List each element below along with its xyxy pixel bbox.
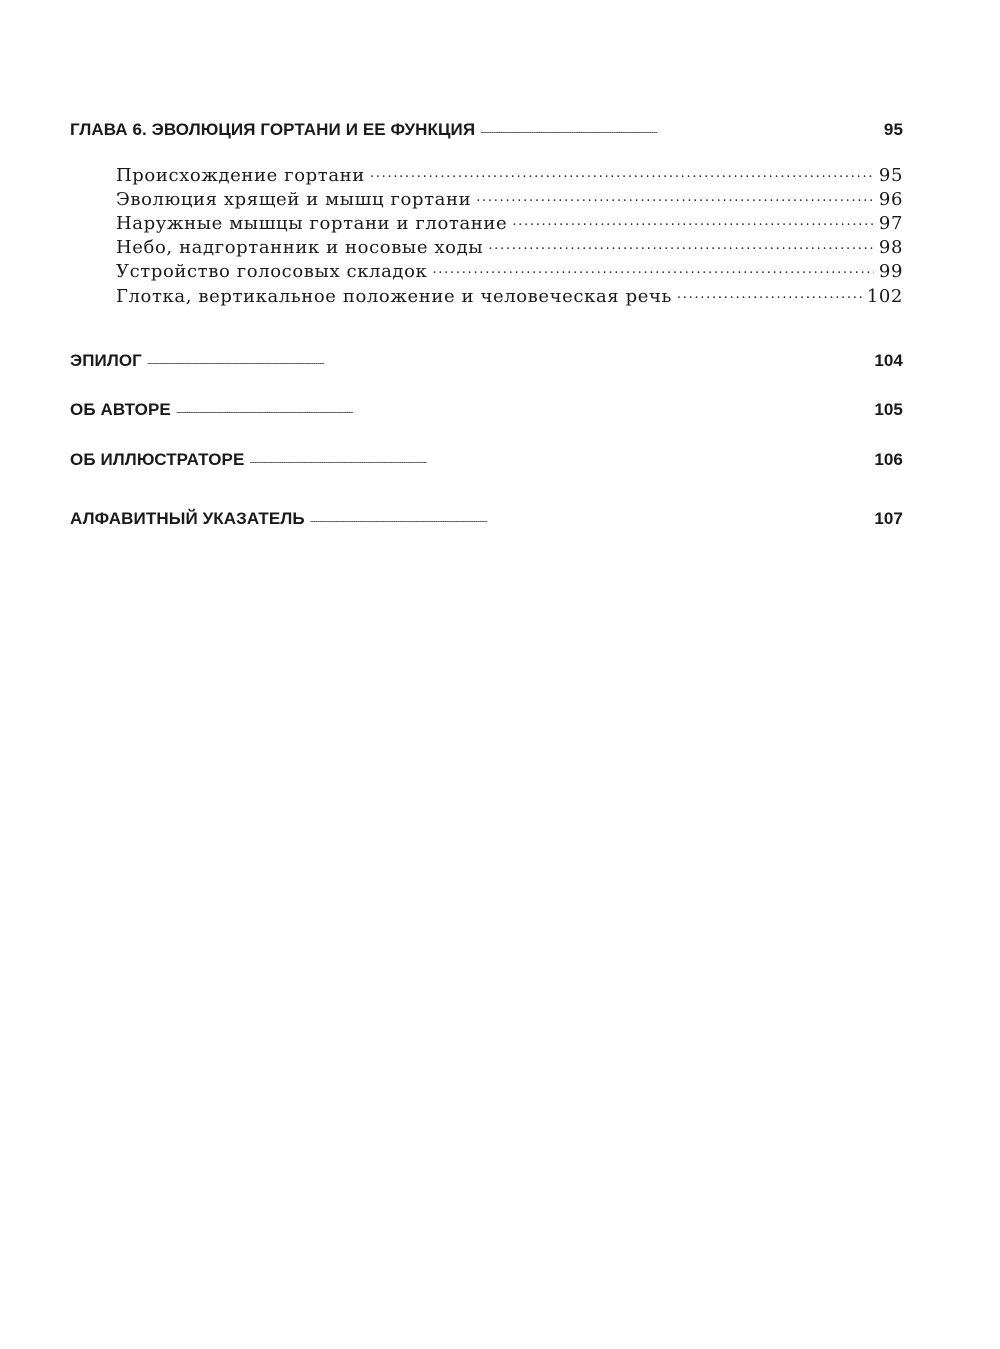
toc-entry-about-author[interactable] bbox=[70, 398, 903, 420]
toc-entry-title: АЛФАВИТНЫЙ УКАЗАТЕЛЬ bbox=[70, 509, 305, 528]
toc-entry-title: Эволюция хрящей и мышц гортани bbox=[116, 189, 472, 210]
toc-entry-page: 105 bbox=[874, 400, 903, 419]
toc-subentry[interactable] bbox=[116, 235, 903, 258]
toc-entry-about-illustrator[interactable] bbox=[70, 448, 903, 470]
toc-subentry[interactable] bbox=[116, 187, 903, 210]
toc-entry-title: Небо, надгортанник и носовые ходы bbox=[116, 237, 484, 258]
dot-leader bbox=[310, 507, 870, 524]
toc-entry-page: 96 bbox=[878, 189, 903, 210]
toc-entry-page: 95 bbox=[883, 120, 903, 139]
toc-entry-page: 102 bbox=[866, 286, 903, 307]
toc-entry-index[interactable] bbox=[70, 507, 903, 529]
toc-subentry[interactable] bbox=[116, 163, 903, 186]
dot-leader bbox=[176, 398, 869, 415]
dot-leader bbox=[512, 211, 874, 229]
toc-subentry[interactable] bbox=[116, 284, 903, 307]
toc-entry-page: 99 bbox=[878, 261, 903, 282]
toc-entry-title: Глотка, вертикальное положение и человеческая речь bbox=[116, 286, 672, 307]
dot-leader bbox=[370, 163, 874, 181]
toc-entry-title: Наружные мышцы гортани и глотание bbox=[116, 213, 508, 234]
dot-leader bbox=[249, 448, 869, 465]
toc-entry-page: 107 bbox=[874, 509, 903, 528]
toc-entry-page: 104 bbox=[874, 351, 903, 370]
dot-leader bbox=[480, 118, 879, 135]
toc-entry-title: Устройство голосовых складок bbox=[116, 261, 428, 282]
toc-entry-title: Происхождение гортани bbox=[116, 165, 365, 186]
toc-entry-chapter-6[interactable] bbox=[70, 118, 903, 140]
toc-entry-title: ЭПИЛОГ bbox=[70, 351, 142, 370]
toc-entry-page: 97 bbox=[878, 213, 903, 234]
toc-entry-epilogue[interactable] bbox=[70, 349, 903, 371]
dot-leader bbox=[147, 349, 869, 366]
dot-leader bbox=[488, 235, 874, 253]
toc-subentry[interactable] bbox=[116, 211, 903, 234]
dot-leader bbox=[677, 284, 862, 302]
toc-subentry[interactable] bbox=[116, 259, 903, 282]
toc-entry-page: 98 bbox=[878, 237, 903, 258]
dot-leader bbox=[432, 259, 873, 277]
toc-entry-title: ОБ АВТОРЕ bbox=[70, 400, 171, 419]
toc-entry-title: ГЛАВА 6. ЭВОЛЮЦИЯ ГОРТАНИ И ЕЕ ФУНКЦИЯ bbox=[70, 120, 476, 139]
toc-entry-page: 106 bbox=[874, 450, 903, 469]
toc-entry-page: 95 bbox=[878, 165, 903, 186]
dot-leader bbox=[476, 187, 874, 205]
toc-entry-title: ОБ ИЛЛЮСТРАТОРЕ bbox=[70, 450, 245, 469]
